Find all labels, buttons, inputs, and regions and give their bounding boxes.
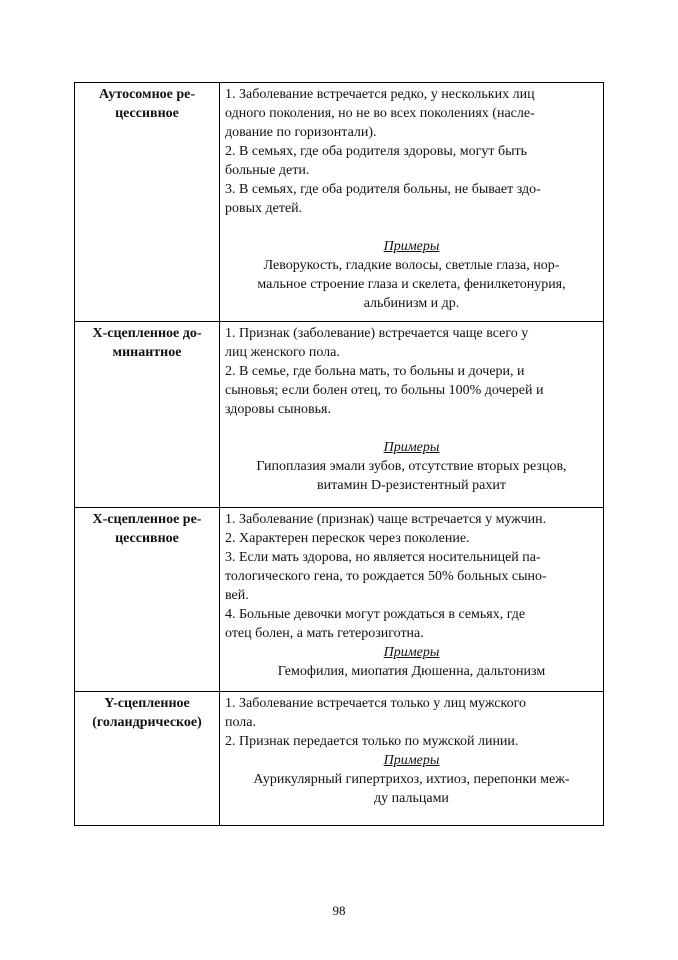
criterion-item xyxy=(225,732,598,751)
text-line: одного поколения, но не во всех поколениях (насле- xyxy=(225,106,535,121)
inheritance-type-cell xyxy=(75,83,220,322)
examples-heading: Примеры xyxy=(383,239,440,254)
table-row xyxy=(75,508,604,692)
text-line: ду пальцами xyxy=(374,791,449,806)
description-cell xyxy=(220,692,604,826)
page-number: 98 xyxy=(332,903,346,918)
text-line: отец болен, а мать гетерозиготна. xyxy=(225,626,424,641)
type-line: минантное xyxy=(112,345,182,360)
inheritance-type-cell xyxy=(75,322,220,508)
examples-heading: Примеры xyxy=(383,753,440,768)
inheritance-type-cell xyxy=(75,692,220,826)
text-line: мальное строение глаза и скелета, фенилкетонурия, xyxy=(257,277,566,292)
type-line: цессивное xyxy=(115,531,179,546)
type-line: Х-сцепленное ре- xyxy=(92,512,202,527)
text-line: 2. В семье, где больна мать, то больны и дочери, и xyxy=(225,364,525,379)
examples-text xyxy=(225,457,598,495)
text-line: 2. В семьях, где оба родителя здоровы, могут быть xyxy=(225,144,527,159)
text-line: Гемофилия, миопатия Дюшенна, дальтонизм xyxy=(277,664,546,679)
criterion-item xyxy=(225,510,598,529)
text-line: сыновья; если болен отец, то больны 100% дочерей и xyxy=(225,383,544,398)
inheritance-types-table xyxy=(74,82,604,826)
table-row xyxy=(75,692,604,826)
text-line: 1. Признак (заболевание) встречается чаще всего у xyxy=(225,326,529,341)
text-line: 1. Заболевание встречается редко, у нескольких лиц xyxy=(225,87,535,102)
text-line: 4. Больные девочки могут рождаться в семьях, где xyxy=(225,607,526,622)
type-line: цессивное xyxy=(115,106,179,121)
examples-text xyxy=(225,662,598,681)
text-line: здоровы сыновья. xyxy=(225,402,331,417)
criterion-item xyxy=(225,529,598,548)
description-cell xyxy=(220,508,604,692)
text-line: Аурикулярный гипертрихоз, ихтиоз, перепонки меж- xyxy=(253,772,570,787)
text-line: 2. Признак передается только по мужской линии. xyxy=(225,734,519,749)
text-line: тологического гена, то рождается 50% больных сыно- xyxy=(225,569,547,584)
examples-heading: Примеры xyxy=(383,440,440,455)
text-line: 1. Заболевание встречается только у лиц мужского xyxy=(225,696,526,711)
text-line: 3. Если мать здорова, но является носительницей па- xyxy=(225,550,541,565)
type-line: Х-сцепленное до- xyxy=(92,326,202,341)
examples-heading: Примеры xyxy=(383,645,440,660)
type-line: Аутосомное ре- xyxy=(98,87,196,102)
type-line: (голандрическое) xyxy=(92,715,202,730)
table-row xyxy=(75,322,604,508)
criterion-item xyxy=(225,548,598,605)
examples-text xyxy=(225,256,598,313)
table-row xyxy=(75,83,604,322)
text-line: ровых детей. xyxy=(225,201,303,216)
text-line: дование по горизонтали). xyxy=(225,125,377,140)
text-line: пола. xyxy=(225,715,257,730)
text-line: вей. xyxy=(225,588,249,603)
text-line: 1. Заболевание (признак) чаще встречается у мужчин. xyxy=(225,512,547,527)
type-line: Y-сцепленное xyxy=(104,696,190,711)
criterion-item xyxy=(225,694,598,732)
criterion-item xyxy=(225,85,598,142)
description-cell xyxy=(220,83,604,322)
text-line: Гипоплазия эмали зубов, отсутствие вторых резцов, xyxy=(256,459,567,474)
criterion-item xyxy=(225,605,598,643)
text-line: 2. Характерен перескок через поколение. xyxy=(225,531,470,546)
text-line: больные дети. xyxy=(225,163,310,178)
text-line: лиц женского пола. xyxy=(225,345,340,360)
text-line: Леворукость, гладкие волосы, светлые глаза, нор- xyxy=(263,258,560,273)
text-line: альбинизм и др. xyxy=(363,296,460,311)
text-line: витамин D-резистентный рахит xyxy=(317,478,506,493)
criterion-item xyxy=(225,142,598,180)
criterion-item xyxy=(225,180,598,218)
criterion-item xyxy=(225,324,598,362)
inheritance-type-cell xyxy=(75,508,220,692)
examples-text xyxy=(225,770,598,808)
text-line: 3. В семьях, где оба родителя больны, не бывает здо- xyxy=(225,182,541,197)
criterion-item xyxy=(225,362,598,419)
description-cell xyxy=(220,322,604,508)
